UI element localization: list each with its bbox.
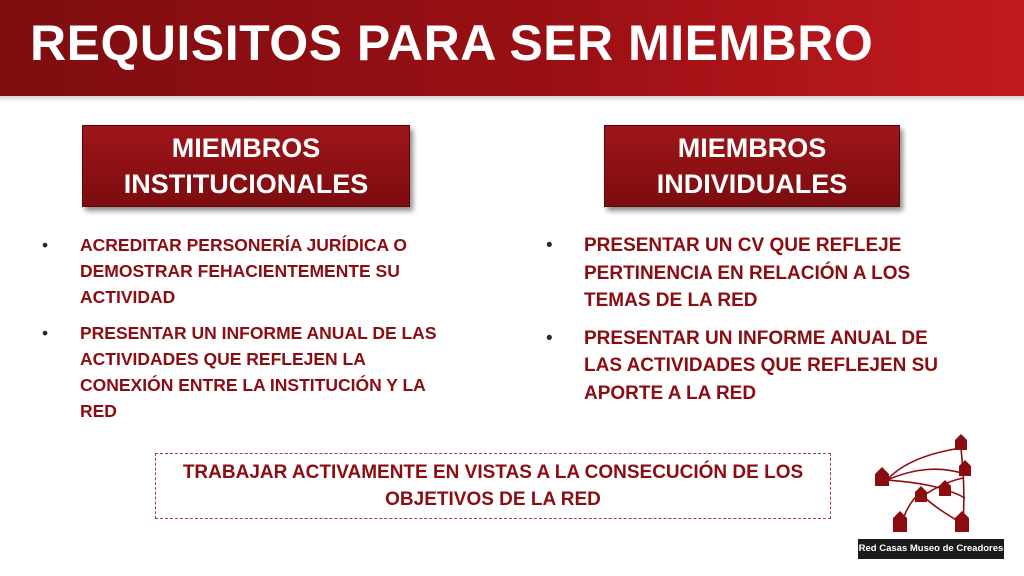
bullet-icon: • xyxy=(546,235,553,256)
bullet-icon: • xyxy=(42,323,49,343)
individual-requirements-list xyxy=(546,232,964,417)
institutional-requirements-list xyxy=(42,232,460,434)
institutional-heading-line1: MIEMBROS xyxy=(171,133,321,163)
individual-heading-line1: MIEMBROS xyxy=(677,133,827,163)
individual-heading-line2: INDIVIDUALES xyxy=(656,169,848,199)
logo-caption: Red Casas Museo de Creadores xyxy=(858,539,1004,559)
title-bar xyxy=(0,0,1024,96)
houses-network-icon xyxy=(855,430,1005,542)
list-item xyxy=(546,232,964,315)
title-bar-shadow xyxy=(0,96,1024,102)
list-item xyxy=(546,325,964,408)
list-item xyxy=(42,320,460,424)
list-item xyxy=(42,232,460,310)
requirement-text: PRESENTAR UN INFORME ANUAL DE LAS ACTIVIDADES QUE REFLEJEN LA CONEXIÓN ENTRE LA INSTITUCIÓN Y LA RED xyxy=(80,323,437,421)
slide-title: REQUISITOS PARA SER MIEMBRO xyxy=(30,15,874,71)
common-requirement-text: TRABAJAR ACTIVAMENTE EN VISTAS A LA CONSECUCIÓN DE LOS OBJETIVOS DE LA RED xyxy=(182,462,804,510)
bullet-icon: • xyxy=(546,327,553,349)
individual-members-heading xyxy=(604,125,900,207)
requirement-text: PRESENTAR UN INFORME ANUAL DE LAS ACTIVIDADES QUE REFLEJEN SU APORTE A LA RED xyxy=(584,327,939,404)
institutional-members-heading xyxy=(82,125,410,207)
requirement-text: PRESENTAR UN CV QUE REFLEJE PERTINENCIA EN RELACIÓN A LOS TEMAS DE LA RED xyxy=(584,235,911,311)
requirement-text: ACREDITAR PERSONERÍA JURÍDICA O DEMOSTRAR FEHACIENTEMENTE SU ACTIVIDAD xyxy=(80,235,408,307)
institutional-heading-line2: INSTITUCIONALES xyxy=(123,169,369,199)
bullet-icon: • xyxy=(42,235,49,255)
common-requirement-box xyxy=(155,453,831,519)
